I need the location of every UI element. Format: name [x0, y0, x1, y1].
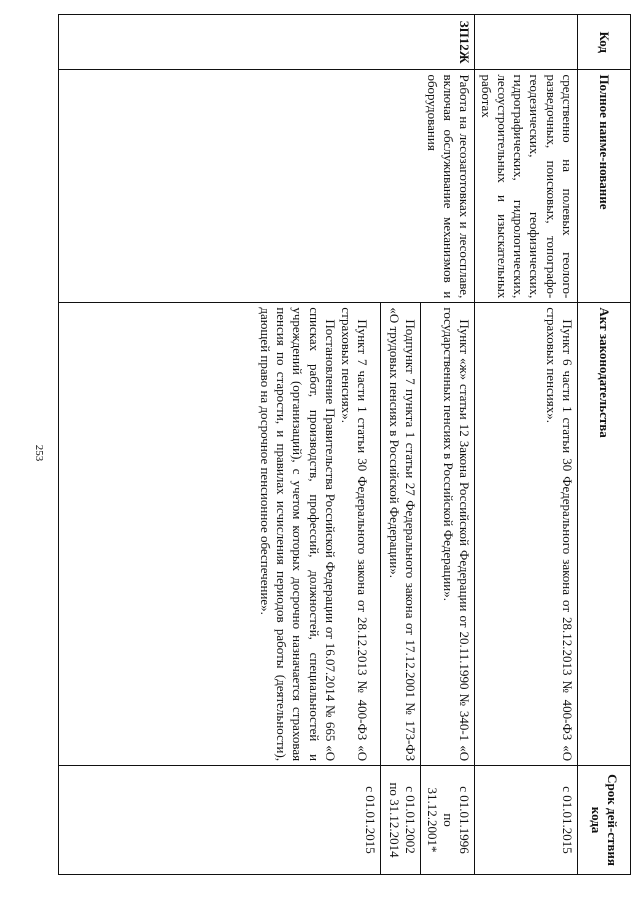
- act-text: Пункт 7 части 1 статьи 30 Федерального закона от 28.12.2013 № 400-ФЗ «О страховых пенсиях».: [339, 307, 371, 762]
- header-term: Срок дей-ствия кода: [578, 766, 631, 875]
- code-cell: [475, 15, 578, 70]
- table-row: [421, 15, 475, 875]
- term-cell: [381, 766, 421, 875]
- term-cell: [59, 766, 382, 875]
- act-cell: [59, 303, 382, 766]
- name-cell: средственно на полевых геолого-разведочных, поисковых, топографо-геодезических, геофизических, гидрографических, гидрологических, лесоустроительных и изыскательных работах: [475, 70, 578, 303]
- header-code: Код: [578, 15, 631, 70]
- term-text: с 01.01.2015: [363, 786, 379, 854]
- rotated-page-content: [58, 14, 631, 875]
- term-text: с 01.01.1996: [457, 786, 473, 854]
- act-cell: [381, 303, 421, 766]
- term-text: 31.12.2001*: [425, 787, 440, 853]
- act-text: Постановление Правительства Российской Федерации от 16.07.2014 № 665 «О списках работ, производств, профессий, должностей, специальностей и учреждений (организаций), с учетом которых досрочно назначается страховая пенсия по старости, и правилах исчисления периодов работы (деятельности), дающей право на досрочное пенсионное обеспечение».: [258, 307, 338, 762]
- act-text: Пункт «ж» статьи 12 Закона Российской Федерации от 20.11.1990 № 340-1 «О государственных пенсиях в Российской Федерации».: [441, 307, 473, 762]
- table-row: [475, 15, 578, 875]
- term-cell: [421, 766, 475, 875]
- act-cell: [475, 303, 578, 766]
- legislation-table: [58, 14, 631, 875]
- term-text: с 01.01.2002: [403, 786, 419, 854]
- code-cell: ЗП12Ж: [59, 15, 476, 70]
- term-text: по 31.12.2014: [387, 782, 403, 858]
- term-cell: [475, 766, 578, 875]
- act-text: Подпункт 7 пункта 1 статьи 27 Федерального закона от 17.12.2001 № 173-ФЗ «О трудовых пенсиях в Российской Федерации».: [387, 307, 419, 762]
- name-cell: Работа на лесозаготовках и лесосплаве, включая обслуживание механизмов и оборудования: [59, 70, 476, 303]
- act-text: Пункт 6 части 1 статьи 30 Федерального закона от 28.12.2013 № 400-ФЗ «О страховых пенсиях».: [543, 307, 575, 762]
- term-text: с 01.01.2015: [560, 786, 575, 854]
- header-act: Акт законодательства: [578, 303, 631, 766]
- header-name: Полное наиме-нование: [578, 70, 631, 303]
- term-text: по: [441, 813, 457, 827]
- page-number: 253: [33, 444, 45, 462]
- table-header-row: [578, 15, 631, 875]
- act-cell: [421, 303, 475, 766]
